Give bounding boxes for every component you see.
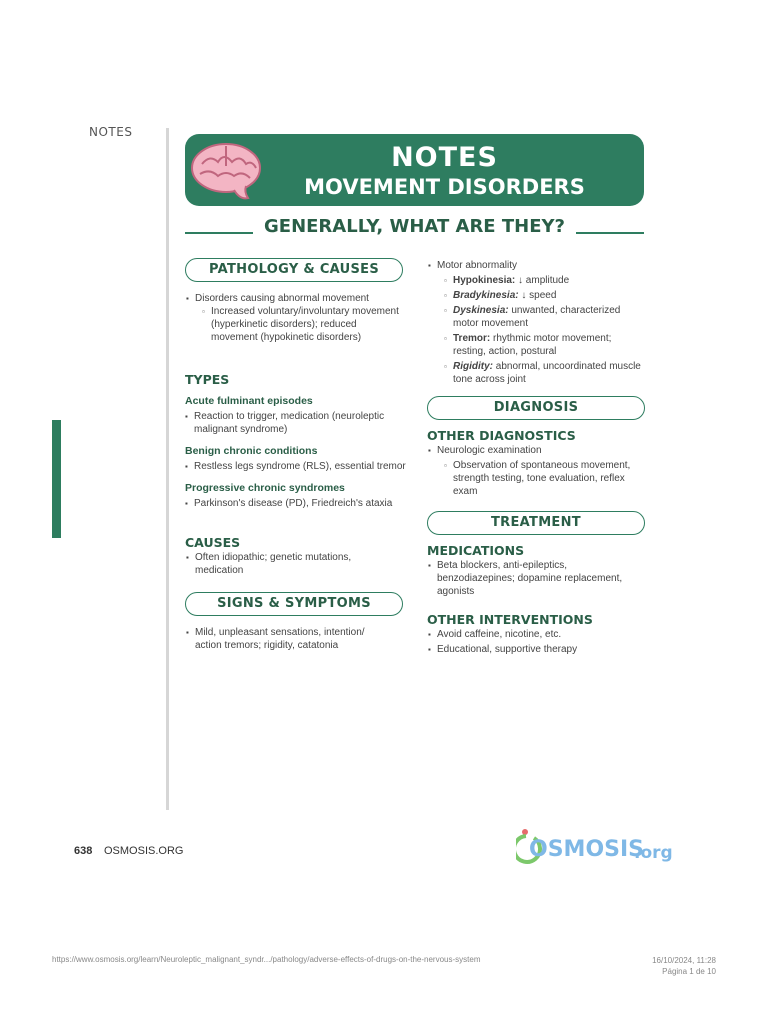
pathology-block bbox=[186, 292, 401, 344]
diagnostics-subbullet: ▫ Observation of spontaneous movement, strength testing, tone evaluation, reflex exam bbox=[444, 459, 644, 498]
signs-pill: SIGNS & SYMPTOMS bbox=[185, 592, 403, 616]
diagnosis-pill: DIAGNOSIS bbox=[427, 396, 645, 420]
print-datetime bbox=[636, 955, 716, 977]
print-url: https://www.osmosis.org/learn/Neuroleptic_malignant_syndr.../pathology/adverse-effects-of-drugs-on-the-nervous-system bbox=[52, 955, 481, 964]
side-notes-label: NOTES bbox=[89, 125, 133, 139]
causes-bullet: ▪ Often idiopathic; genetic mutations, medication bbox=[186, 551, 386, 577]
other-diagnostics-heading: OTHER DIAGNOSTICS bbox=[427, 428, 576, 443]
medications-block bbox=[428, 559, 644, 598]
svg-text:.org: .org bbox=[634, 843, 673, 863]
intervention-bullet-1: ▪ Avoid caffeine, nicotine, etc. bbox=[428, 628, 644, 641]
benign-bullet: ▪ Restless legs syndrome (RLS), essential tremor bbox=[185, 460, 410, 473]
causes-block bbox=[186, 551, 386, 577]
margin-divider bbox=[166, 128, 169, 810]
page-tab-marker bbox=[52, 420, 61, 538]
header-subtitle: MOVEMENT DISORDERS bbox=[304, 175, 585, 199]
brain-icon bbox=[190, 140, 266, 207]
diagnostics-bullet: ▪ Neurologic examination bbox=[428, 444, 644, 457]
pathology-subbullet: ▫ Increased voluntary/involuntary movement (hyperkinetic disorders); reduced movement (hypokinetic disorders) bbox=[202, 305, 401, 344]
print-date: 16/10/2024, 11:28 bbox=[652, 956, 716, 965]
motor-bullet: ▪ Motor abnormality bbox=[428, 259, 643, 272]
pathology-pill: PATHOLOGY & CAUSES bbox=[185, 258, 403, 282]
section-heading-text: GENERALLY, WHAT ARE THEY? bbox=[264, 216, 565, 237]
causes-heading: CAUSES bbox=[185, 535, 241, 550]
tremor-item: ▫ Tremor: rhythmic motor movement; resting, action, postural bbox=[444, 332, 643, 358]
treatment-pill: TREATMENT bbox=[427, 511, 645, 535]
osmosis-logo bbox=[516, 826, 686, 871]
motor-block bbox=[428, 259, 643, 386]
svg-text:OSMOSIS: OSMOSIS bbox=[529, 837, 645, 862]
intervention-bullet-2: ▪ Educational, supportive therapy bbox=[428, 643, 644, 656]
diagnostics-block bbox=[428, 444, 644, 498]
progressive-bullet: ▪ Parkinson's disease (PD), Friedreich's ataxia bbox=[185, 497, 410, 510]
acute-bullet: ▪ Reaction to trigger, medication (neuroleptic malignant syndrome) bbox=[185, 410, 410, 436]
bradykinesia-item: ▫ Bradykinesia: ↓ speed bbox=[444, 289, 643, 302]
types-heading: TYPES bbox=[185, 372, 230, 387]
types-block bbox=[185, 395, 410, 510]
progressive-heading: Progressive chronic syndromes bbox=[185, 482, 345, 494]
header-title: NOTES bbox=[391, 142, 498, 173]
other-interventions-heading: OTHER INTERVENTIONS bbox=[427, 612, 593, 627]
section-heading bbox=[185, 216, 644, 246]
pathology-bullet: ▪ Disorders causing abnormal movement bbox=[186, 292, 401, 305]
hypokinesia-item: ▫ Hypokinesia: ↓ amplitude bbox=[444, 274, 643, 287]
medications-bullet: ▪ Beta blockers, anti-epileptics, benzodiazepines; dopamine replacement, agonists bbox=[428, 559, 644, 598]
footer-site-name: OSMOSIS.ORG bbox=[104, 845, 184, 857]
acute-heading: Acute fulminant episodes bbox=[185, 395, 313, 407]
rigidity-item: ▫ Rigidity: abnormal, uncoordinated muscle tone across joint bbox=[444, 360, 643, 386]
signs-bullet: ▪ Mild, unpleasant sensations, intention/ action tremors; rigidity, catatonia bbox=[186, 626, 386, 652]
medications-heading: MEDICATIONS bbox=[427, 543, 525, 558]
signs-block bbox=[186, 626, 386, 652]
page-number: 638 bbox=[74, 845, 93, 857]
interventions-block bbox=[428, 628, 644, 656]
print-page-count: Página 1 de 10 bbox=[662, 967, 716, 976]
dyskinesia-item: ▫ Dyskinesia: unwanted, characterized motor movement bbox=[444, 304, 643, 330]
benign-heading: Benign chronic conditions bbox=[185, 445, 318, 457]
